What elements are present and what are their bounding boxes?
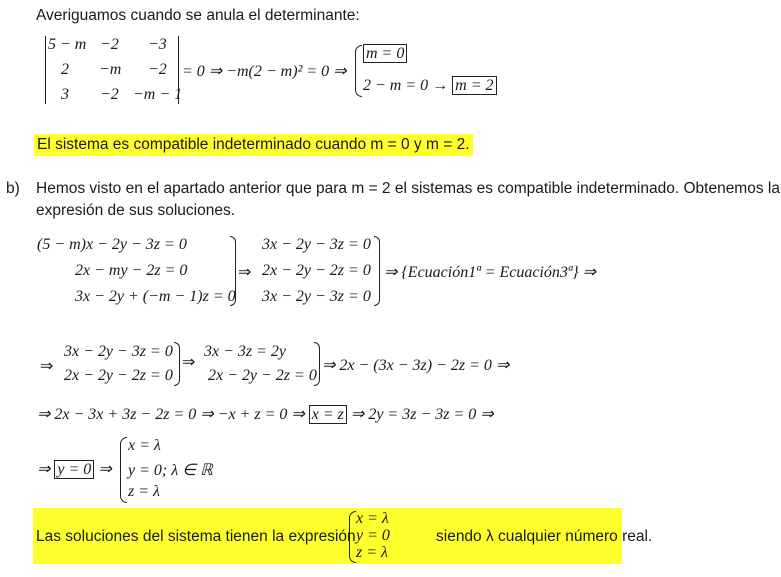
line4-arrow: ⇒ [98, 461, 112, 478]
system1-left-eq: (5 − m)x − 2y − 3z = 0 [37, 236, 187, 253]
cases-brace [355, 45, 362, 97]
line4-case: x = λ [128, 437, 161, 454]
system1-right-eq: 3x − 2y − 3z = 0 [262, 288, 371, 305]
system1-result: ⇒ {Ecuación1ª = Ecuación3ª} ⇒ [384, 264, 597, 281]
system1-right-brace [374, 236, 380, 306]
det-cell: −m [99, 61, 122, 78]
line4-prefix: ⇒ [37, 461, 51, 478]
system1-left-eq: 2x − my − 2z = 0 [75, 262, 188, 279]
case-m2-box: m = 2 [452, 76, 496, 95]
line4-cases-brace [120, 437, 127, 503]
part-b-label: b) [6, 180, 20, 197]
system1-left-brace [230, 236, 236, 306]
system2-result: ⇒ 2x − (3x − 3z) − 2z = 0 ⇒ [322, 357, 510, 374]
line4-case: y = 0; λ ∈ ℝ [128, 462, 213, 479]
system2-left-eq: 3x − 2y − 3z = 0 [64, 343, 173, 360]
det-cell: −2 [100, 86, 119, 103]
conclusion-a-highlight: El sistema es compatible indeterminado cuando m = 0 y m = 2. [34, 134, 473, 156]
system1-left-eq: 3x − 2y + (−m − 1)z = 0 [75, 288, 236, 305]
line3-box: x = z [309, 405, 347, 424]
final-cases-brace [349, 511, 356, 563]
part-b-text-line1: Hemos visto en el apartado anterior que para m = 2 el sistemas es compatible indeterminado. Obtenemos la [36, 180, 780, 197]
det-equation: = 0 ⇒ −m(2 − m)² = 0 ⇒ [182, 63, 347, 80]
final-text-after: siendo λ cualquier número real. [436, 528, 653, 545]
det-cell: −2 [148, 61, 167, 78]
system2-arrow: ⇒ [182, 354, 196, 371]
line3-part1: ⇒ 2x − 3x + 3z − 2z = 0 ⇒ −x + z = 0 ⇒ [37, 406, 305, 423]
line3-part2: ⇒ 2y = 3z − 3z = 0 ⇒ [350, 406, 494, 423]
final-case: z = λ [356, 544, 388, 561]
system1-right-eq: 2x − 2y − 2z = 0 [262, 262, 371, 279]
system1-right-eq: 3x − 2y − 3z = 0 [262, 236, 371, 253]
det-cell: 5 − m [48, 36, 87, 53]
part-b-text-line2: expresión de sus soluciones. [36, 202, 236, 219]
final-case: x = λ [356, 510, 389, 527]
system2-left-eq: 2x − 2y − 2z = 0 [64, 367, 173, 384]
det-cell: 2 [61, 61, 69, 78]
intro-text: Averiguamos cuando se anula el determinante: [36, 7, 360, 24]
det-cell: 3 [61, 86, 69, 103]
system1-arrow: ⇒ [238, 264, 252, 281]
final-highlight [33, 508, 653, 564]
line3 [37, 404, 494, 424]
line4-box: y = 0 [54, 460, 94, 479]
system2-right-eq: 2x − 2y − 2z = 0 [208, 367, 317, 384]
final-text-before: Las soluciones del sistema tienen la expresión [36, 528, 356, 545]
line4-case: z = λ [128, 483, 160, 500]
det-cell: −3 [148, 36, 167, 53]
system2-left-brace [174, 342, 180, 386]
case-m2-prefix: 2 − m = 0 → [363, 77, 449, 94]
det-cell: −m − 1 [133, 86, 183, 103]
system2-right-eq: 3x − 3z = 2y [204, 343, 287, 360]
det-left-bar [45, 36, 46, 104]
final-case: y = 0 [356, 527, 390, 544]
case-m0-box: m = 0 [363, 44, 407, 63]
system2-right-brace [314, 342, 320, 386]
system2-prefix: ⇒ [40, 358, 54, 375]
det-cell: −2 [100, 36, 119, 53]
